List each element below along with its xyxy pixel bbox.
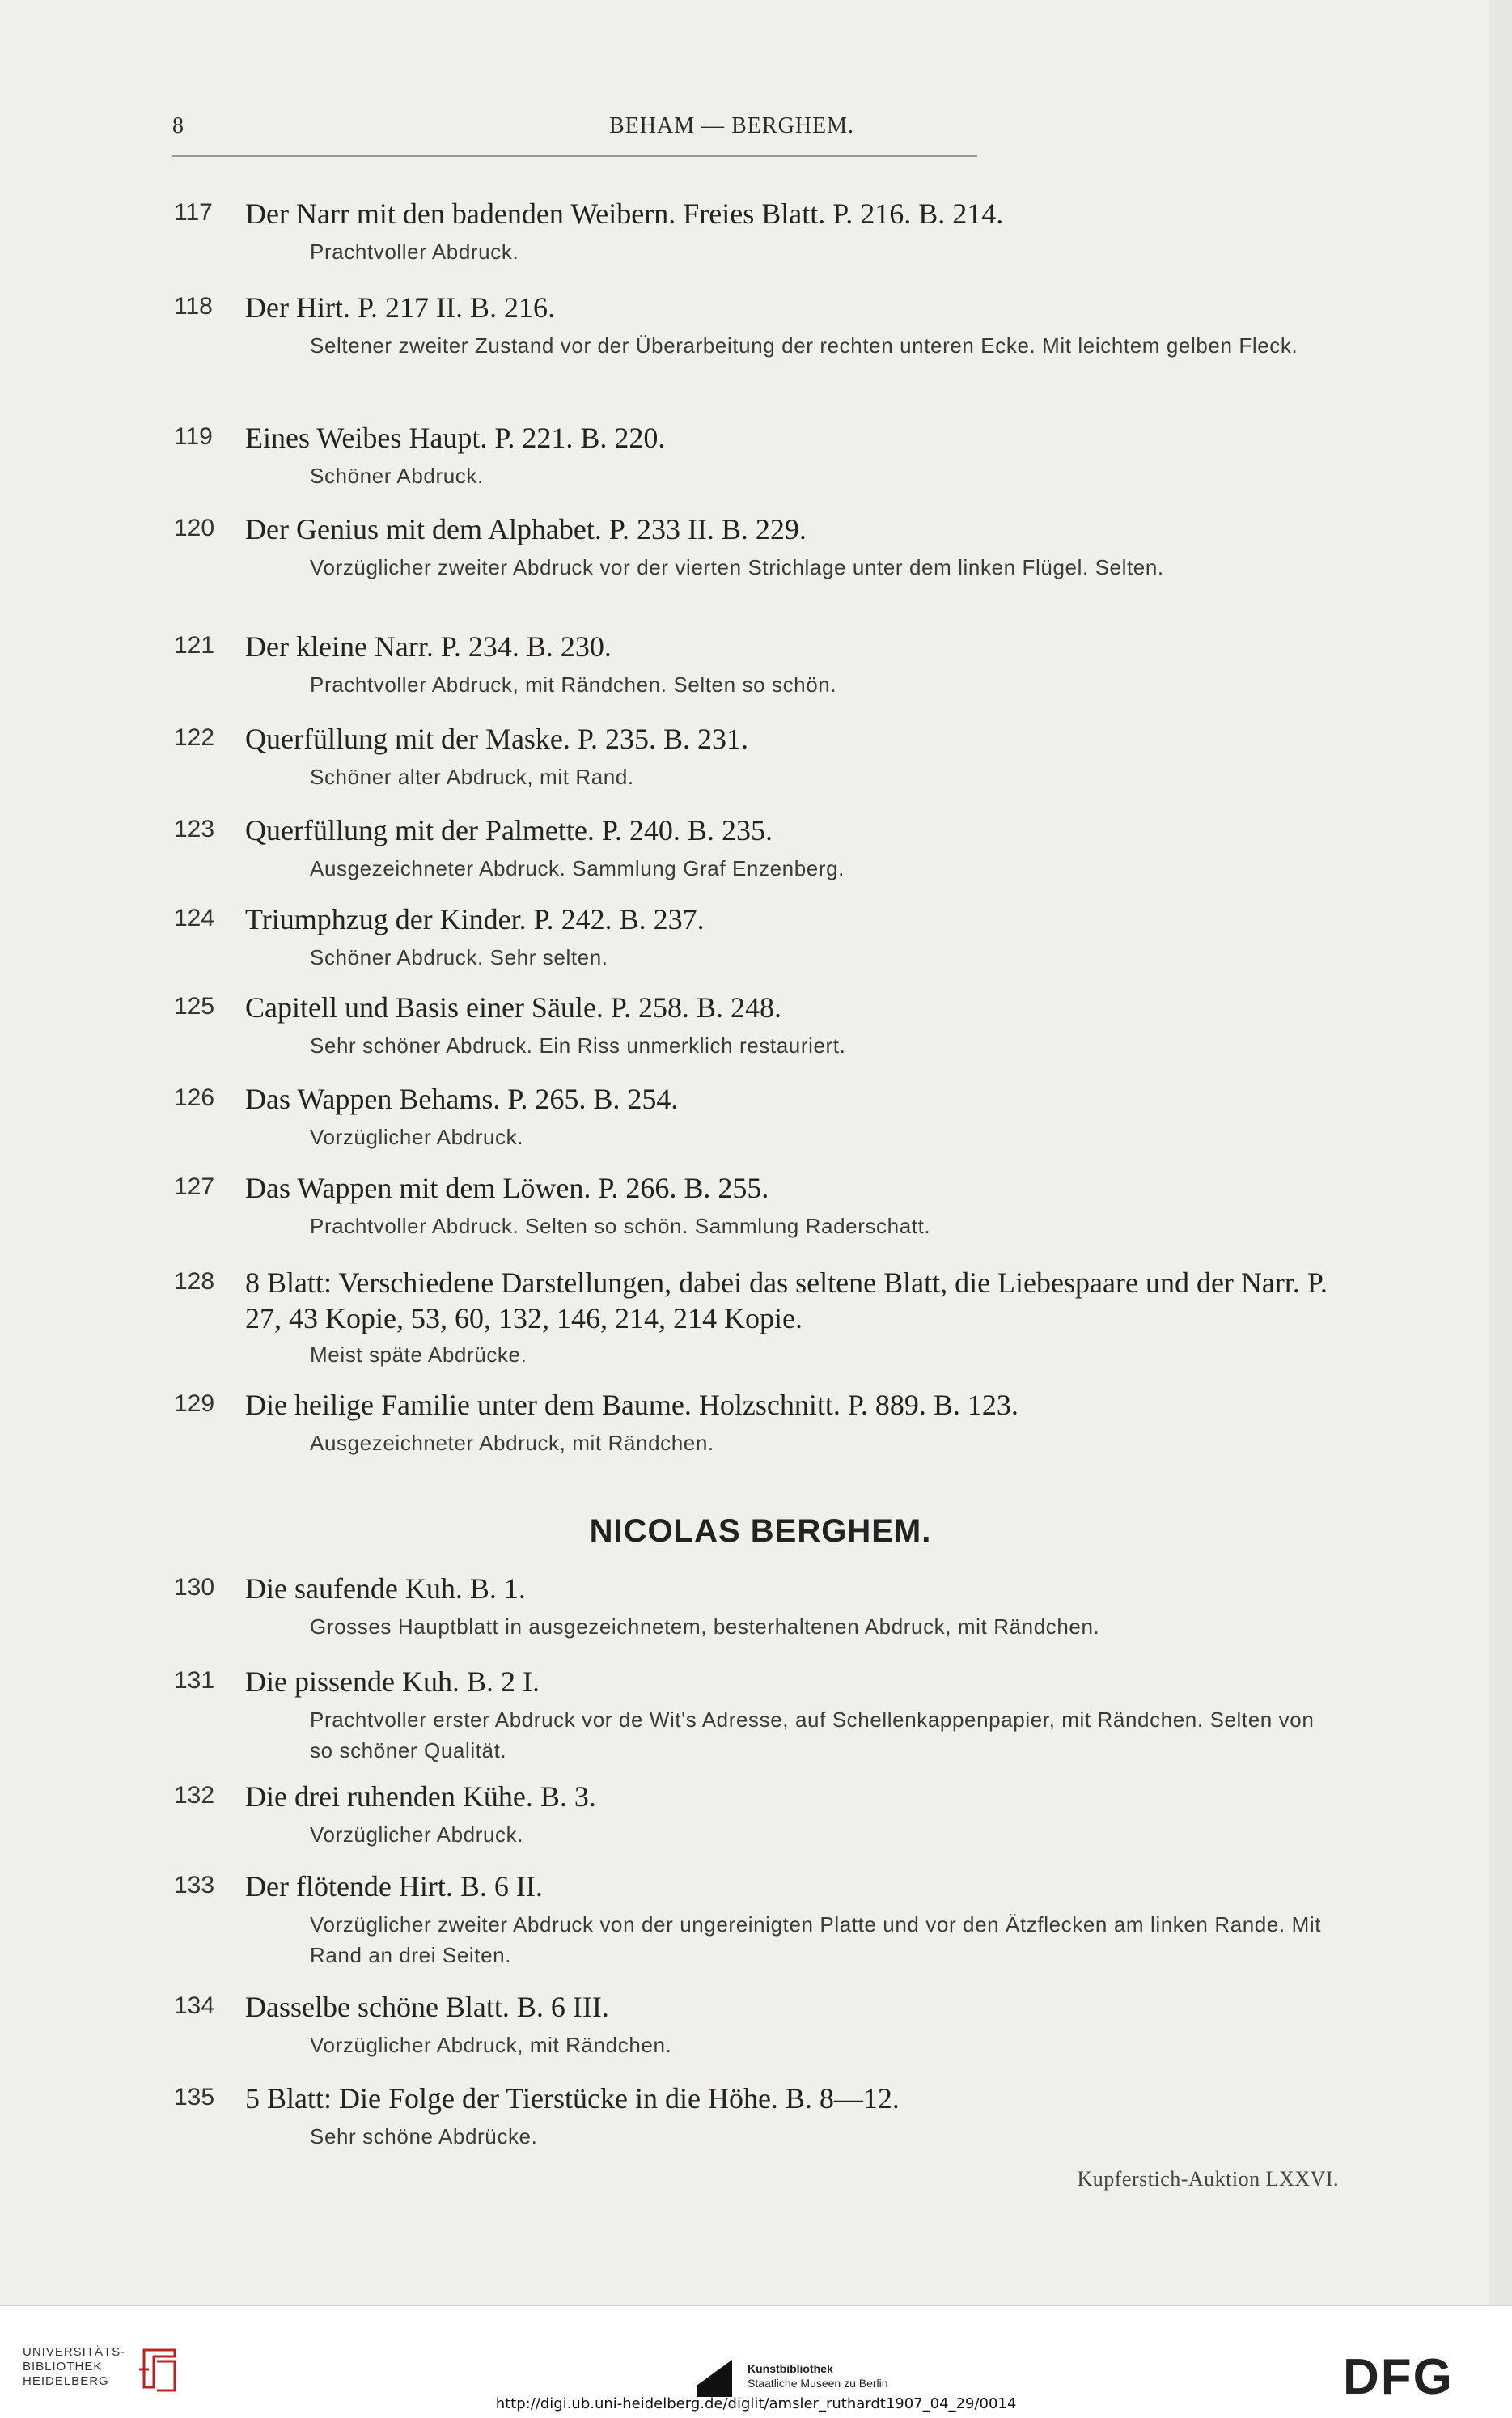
entry-title: Querfüllung mit der Maske. P. 235. B. 231. [245,723,748,755]
page-number: 8 [172,113,184,138]
entry-title: Der Narr mit den badenden Weibern. Freies Blatt. P. 216. B. 214. [245,197,1004,230]
entry-title: Der Hirt. P. 217 II. B. 216. [245,291,555,324]
library-name: Kunstbibliothek [748,2362,833,2375]
entry-note: Vorzüglicher zweiter Abdruck vor der vierten Strichlage unter dem linken Flügel. Selten. [310,555,1164,579]
entry-number: 126 [174,1084,215,1111]
entry-number: 133 [174,1872,215,1898]
section-heading: NICOLAS BERGHEM. [589,1513,932,1549]
kunstbibliothek-label[interactable] [748,2361,990,2390]
entry-title: Die heilige Familie unter dem Baume. Holzschnitt. P. 889. B. 123. [245,1389,1019,1421]
source-url[interactable]: http://digi.ub.uni-heidelberg.de/diglit/amsler_ruthardt1907_04_29/0014 [495,2395,1017,2412]
entry-note: Schöner Abdruck. Sehr selten. [310,945,608,969]
entry-number: 134 [174,1992,215,2019]
entry-note: Prachtvoller Abdruck, mit Rändchen. Selten so schön. [310,672,837,697]
entry-number: 123 [174,816,215,842]
page-edge [1489,0,1512,2305]
entry-title: Eines Weibes Haupt. P. 221. B. 220. [245,422,666,454]
entry-note: Prachtvoller Abdruck. [310,240,519,264]
entry-note: Schöner alter Abdruck, mit Rand. [310,765,634,789]
entry-number: 125 [174,993,215,1020]
entry-number: 127 [174,1173,215,1200]
dfg-logo[interactable]: DFG [1343,2349,1454,2405]
entry-title: Querfüllung mit der Palmette. P. 240. B. 235. [245,814,773,846]
entry-title: Das Wappen mit dem Löwen. P. 266. B. 255. [245,1172,769,1204]
entry-note: Prachtvoller Abdruck. Selten so schön. Sammlung Raderschatt. [310,1214,931,1238]
entry-number: 117 [174,199,213,226]
entry-title: Capitell und Basis einer Säule. P. 258. B. 248. [245,991,781,1024]
entry-title: Die saufende Kuh. B. 1. [245,1572,526,1605]
entry-number: 130 [174,1574,215,1601]
entry-note: Ausgezeichneter Abdruck. Sammlung Graf Enzenberg. [310,856,845,880]
entry-title: Die drei ruhenden Kühe. B. 3. [245,1780,596,1813]
entry-title: Der kleine Narr. P. 234. B. 230. [245,630,612,663]
entry-number: 135 [174,2084,215,2110]
page-header [172,113,981,146]
entry-note: Meist späte Abdrücke. [310,1343,527,1367]
entry-number: 119 [174,423,213,450]
university-library-label[interactable] [23,2345,144,2389]
entry-title: 5 Blatt: Die Folge der Tierstücke in die Höhe. B. 8—12. [245,2082,900,2115]
entry-note: Ausgezeichneter Abdruck, mit Rändchen. [310,1431,714,1455]
university-logo-icon[interactable] [136,2345,183,2395]
entry-title: Der Genius mit dem Alphabet. P. 233 II. B. 229. [245,513,807,545]
catalogue-footer: Kupferstich-Auktion LXXVI. [1077,2167,1339,2191]
entry-note: Sehr schöne Abdrücke. [310,2124,538,2149]
entry-number: 131 [174,1667,215,1694]
entry-number: 128 [174,1268,215,1295]
entry-note: Sehr schöner Abdruck. Ein Riss unmerklich restauriert. [310,1033,846,1058]
university-line: HEIDELBERG [23,2374,109,2388]
entry-title: Das Wappen Behams. P. 265. B. 254. [245,1083,679,1115]
entry-note: Vorzüglicher Abdruck, mit Rändchen. [310,2033,672,2057]
entry-number: 124 [174,905,215,931]
header-rule [172,155,977,157]
library-subtitle: Staatliche Museen zu Berlin [748,2377,888,2390]
entry-note: Vorzüglicher zweiter Abdruck von der ungereinigten Platte und vor den Ätzflecken am linken Rande. Mit Rand an drei Seiten. [310,1912,1322,1967]
entry-number: 122 [174,724,215,751]
entry-number: 121 [174,632,215,659]
banner-rule [0,2305,1512,2306]
entry-note: Schöner Abdruck. [310,464,484,488]
entry-note: Grosses Hauptblatt in ausgezeichnetem, besterhaltenen Abdruck, mit Rändchen. [310,1614,1100,1639]
university-line: BIBLIOTHEK [23,2360,103,2373]
entry-number: 129 [174,1390,215,1417]
entry-title: Dasselbe schöne Blatt. B. 6 III. [245,1991,609,2023]
entry-note: Seltener zweiter Zustand vor der Überarbeitung der rechten unteren Ecke. Mit leichtem gelben Fleck. [310,333,1298,358]
entry-title: 8 Blatt: Verschiedene Darstellungen, dabei das seltene Blatt, die Liebespaare und der Narr. P. 27, 43 Kopie, 53, 60, 132, 146, 214, 214 Kopie. [245,1266,1328,1334]
entry-title: Der flötende Hirt. B. 6 II. [245,1870,543,1903]
entry-number: 118 [174,293,213,320]
university-line: UNIVERSITÄTS- [23,2345,126,2359]
entry-note: Vorzüglicher Abdruck. [310,1822,524,1847]
entry-title: Die pissende Kuh. B. 2 I. [245,1665,540,1698]
entry-number: 132 [174,1782,215,1809]
running-title: BEHAM — BERGHEM. [609,113,855,138]
entry-number: 120 [174,515,215,541]
entry-note: Prachtvoller erster Abdruck vor de Wit's Adresse, auf Schellenkappenpapier, mit Rändchen. Selten von so schöner Qualität. [310,1707,1315,1763]
entry-note: Vorzüglicher Abdruck. [310,1125,524,1149]
entry-title: Triumphzug der Kinder. P. 242. B. 237. [245,903,705,935]
